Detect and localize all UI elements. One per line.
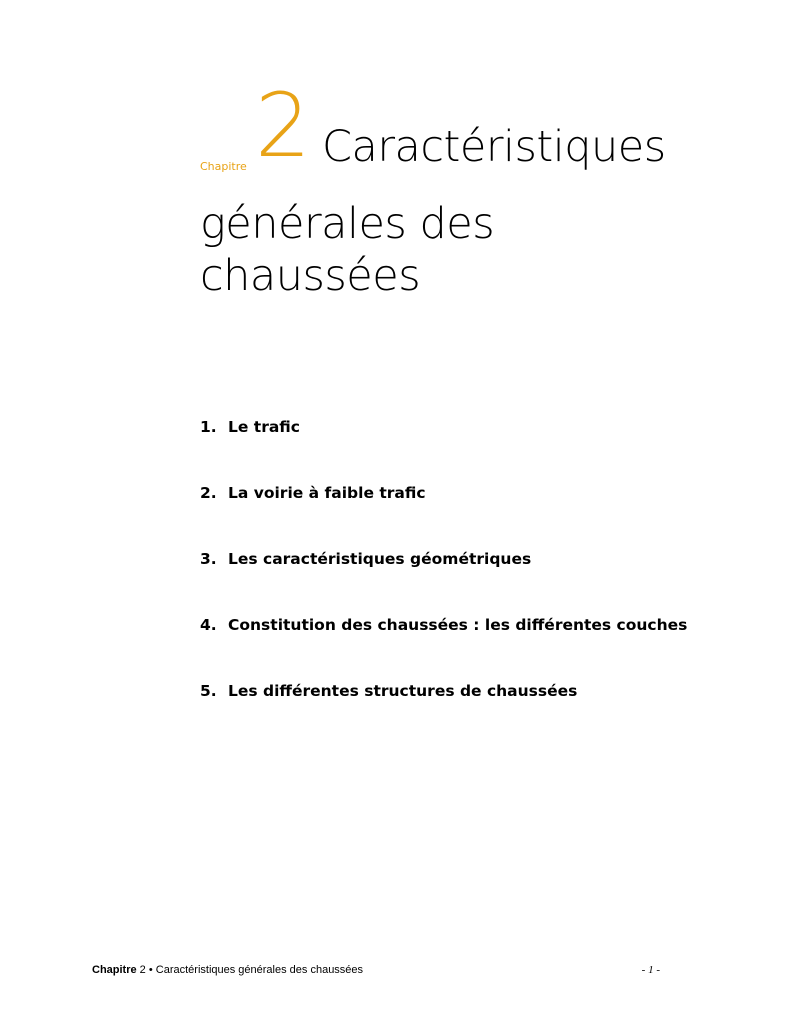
toc-item-number: 2. — [200, 484, 217, 502]
table-of-contents — [200, 418, 760, 748]
title-first-line — [200, 74, 760, 186]
toc-item-text: Les caractéristiques géométriques — [228, 550, 532, 568]
toc-item — [200, 682, 760, 748]
toc-item-number: 4. — [200, 616, 217, 634]
toc-item-text: La voirie à faible trafic — [228, 484, 426, 502]
toc-item — [200, 616, 760, 682]
page-number: - 1 - — [641, 964, 660, 976]
footer-chapter-label: Chapitre — [92, 964, 137, 976]
toc-item-text: Les différentes structures de chaussées — [228, 682, 578, 700]
toc-item — [200, 484, 760, 550]
toc-item — [200, 418, 760, 484]
footer-running-title — [92, 964, 363, 976]
toc-item-text: Le trafic — [228, 418, 300, 436]
toc-item — [200, 550, 760, 616]
chapter-title-line-1: Caractéristiques — [322, 122, 666, 172]
page-footer — [92, 964, 660, 976]
toc-item-text: Constitution des chaussées : les différentes couches — [228, 616, 688, 634]
footer-chapter-title: 2 • Caractéristiques générales des chaussées — [136, 964, 364, 976]
toc-item-number: 5. — [200, 682, 217, 700]
chapter-label: Chapitre — [200, 160, 247, 173]
chapter-number: 2 — [255, 74, 311, 177]
chapter-title-continuation — [200, 198, 760, 302]
chapter-title-line-2: générales des — [200, 199, 495, 249]
toc-item-number: 1. — [200, 418, 217, 436]
chapter-title-block — [200, 74, 760, 302]
chapter-title-line-3: chaussées — [200, 251, 421, 301]
toc-item-number: 3. — [200, 550, 217, 568]
